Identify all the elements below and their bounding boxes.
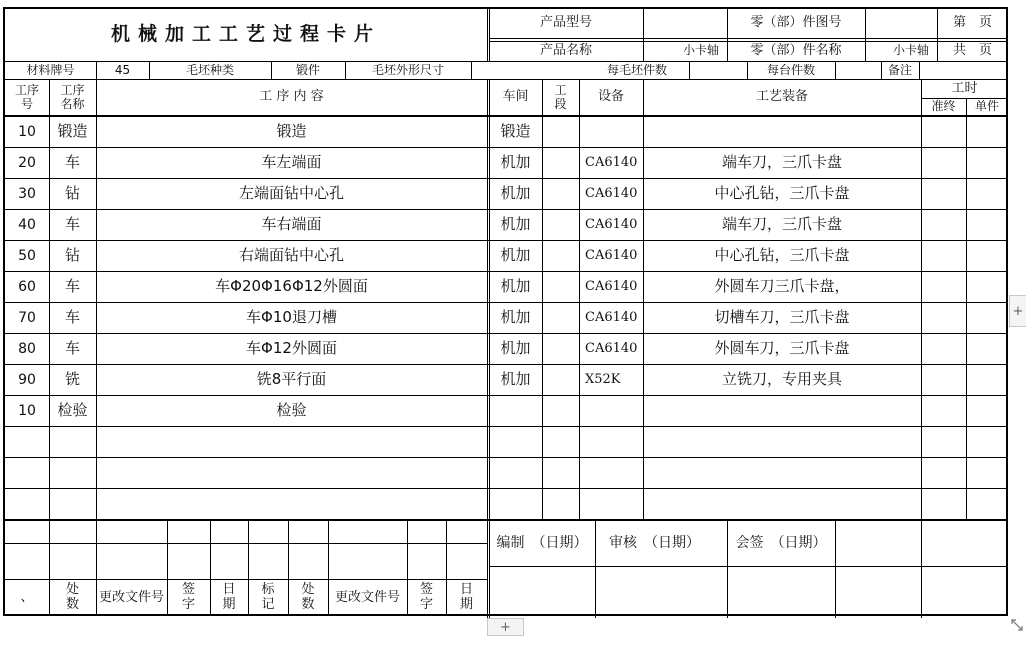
op-equipment: CA6140 <box>585 278 638 294</box>
table-row <box>5 365 1008 396</box>
page-label: 第 页 <box>952 15 992 31</box>
op-tooling: 中心孔钻，三爪卡盘 <box>714 246 850 265</box>
material-value: 45 <box>114 62 131 77</box>
op-tooling: 端车刀，三爪卡盘 <box>721 153 842 172</box>
op-number: 80 <box>18 340 36 357</box>
col-equipment: 设备 <box>597 89 624 105</box>
op-number: 90 <box>18 371 36 388</box>
op-name: 铣 <box>64 370 80 389</box>
col-op-no: 工序号 <box>14 82 39 111</box>
op-tooling: 切槽车刀，三爪卡盘 <box>714 308 850 327</box>
change-record-grid <box>5 520 487 616</box>
table-row <box>5 179 1008 210</box>
table-row <box>5 272 1008 303</box>
op-number: 60 <box>18 278 36 295</box>
op-tooling <box>643 396 921 426</box>
op-equipment: X52K <box>585 371 621 387</box>
change-header: 更改文件号 <box>98 589 164 605</box>
op-equipment: CA6140 <box>585 340 638 356</box>
op-workshop: 锻造 <box>500 122 531 141</box>
op-workshop: 机加 <box>500 246 531 265</box>
part-drawing-no-label: 零（部）件图号 <box>750 15 842 31</box>
change-header: 签字 <box>419 582 433 612</box>
op-name: 检验 <box>57 401 88 420</box>
op-content: 车右端面 <box>261 215 322 234</box>
op-equipment: CA6140 <box>585 154 638 170</box>
change-header: 更改文件号 <box>334 589 400 605</box>
table-row <box>5 489 1008 520</box>
op-name: 车 <box>64 215 80 234</box>
op-number: 10 <box>18 402 36 419</box>
op-equipment <box>579 117 643 147</box>
card-title: 机械加工工艺过程卡片 <box>110 23 381 46</box>
op-equipment: CA6140 <box>585 216 638 232</box>
table-row <box>5 396 1008 427</box>
blank-size-label: 毛坯外形尺寸 <box>371 62 444 77</box>
op-workshop <box>489 396 542 426</box>
blank-type-label: 毛坯种类 <box>185 62 234 77</box>
op-number: 10 <box>18 123 36 140</box>
op-equipment: CA6140 <box>585 247 638 263</box>
col-content: 工 序 内 容 <box>259 89 324 105</box>
op-name: 车 <box>64 277 80 296</box>
table-row <box>5 427 1008 458</box>
op-number: 50 <box>18 247 36 264</box>
op-tooling: 立铣刀，专用夹具 <box>721 370 842 389</box>
product-model-label: 产品型号 <box>539 15 592 31</box>
change-header: 签字 <box>181 582 195 612</box>
op-name: 钻 <box>64 246 80 265</box>
compiled-label: 编制 （日期） <box>496 534 588 551</box>
op-tooling: 外圆车刀，三爪卡盘 <box>714 339 850 358</box>
op-workshop: 机加 <box>500 277 531 296</box>
op-name: 车 <box>64 153 80 172</box>
per-unit-label: 每台件数 <box>766 62 815 77</box>
col-workshop: 车间 <box>502 89 529 105</box>
col-per-piece: 单件 <box>974 99 999 114</box>
part-name-value: 小卡轴 <box>892 43 929 58</box>
table-row <box>5 334 1008 365</box>
table-row <box>5 458 1008 489</box>
change-header: 、 <box>20 589 34 605</box>
resize-handle-icon[interactable] <box>1010 618 1024 632</box>
per-blank-label: 每毛坯件数 <box>606 62 667 77</box>
countersigned-label: 会签 （日期） <box>735 534 827 551</box>
operations-table <box>5 117 1008 519</box>
reviewed-label: 审核 （日期） <box>609 534 700 551</box>
op-tooling: 外圆车刀三爪卡盘， <box>714 277 850 296</box>
col-tooling: 工艺装备 <box>755 89 808 105</box>
add-sheet-button[interactable]: + <box>487 618 524 636</box>
product-name-label: 产品名称 <box>539 42 592 58</box>
col-man-hours: 工时 <box>951 80 978 96</box>
table-row <box>5 303 1008 334</box>
op-workshop: 机加 <box>500 153 531 172</box>
change-header: 处数 <box>65 582 79 612</box>
op-name: 车 <box>64 339 80 358</box>
op-workshop: 机加 <box>500 370 531 389</box>
change-header: 标记 <box>261 582 275 612</box>
op-content: 右端面钻中心孔 <box>238 246 344 265</box>
op-workshop: 机加 <box>500 184 531 203</box>
op-workshop: 机加 <box>500 308 531 327</box>
op-name: 钻 <box>64 184 80 203</box>
op-workshop: 机加 <box>500 339 531 358</box>
remark-label: 备注 <box>887 62 912 77</box>
material-label: 材料牌号 <box>26 62 75 77</box>
change-header: 日期 <box>222 582 236 612</box>
op-number: 30 <box>18 185 36 202</box>
blank-type-value: 锻件 <box>295 62 320 77</box>
op-number: 70 <box>18 309 36 326</box>
side-add-button[interactable]: + <box>1009 295 1026 327</box>
change-header: 日期 <box>459 582 473 612</box>
op-equipment: CA6140 <box>585 185 638 201</box>
op-content: 铣8平行面 <box>256 370 327 389</box>
op-content: 左端面钻中心孔 <box>238 184 344 203</box>
op-equipment <box>579 396 643 426</box>
table-row <box>5 117 1008 148</box>
col-prep-final: 准终 <box>931 99 956 114</box>
part-name-label: 零（部）件名称 <box>750 42 842 58</box>
table-row <box>5 210 1008 241</box>
total-pages-label: 共 页 <box>952 42 992 58</box>
product-name-value: 小卡轴 <box>682 43 719 58</box>
table-row <box>5 241 1008 272</box>
change-header: 处数 <box>301 582 315 612</box>
op-name: 车 <box>64 308 80 327</box>
op-workshop: 机加 <box>500 215 531 234</box>
op-name: 锻造 <box>57 122 88 141</box>
op-content: 检验 <box>276 401 307 420</box>
op-equipment: CA6140 <box>585 309 638 325</box>
op-content: 车Φ10退刀槽 <box>246 308 337 327</box>
op-content: 车Φ20Φ16Φ12外圆面 <box>215 277 368 296</box>
op-content: 车左端面 <box>261 153 322 172</box>
op-number: 40 <box>18 216 36 233</box>
table-row <box>5 148 1008 179</box>
op-tooling: 中心孔钻，三爪卡盘 <box>714 184 850 203</box>
col-op-name: 工序名称 <box>60 82 85 111</box>
op-content: 锻造 <box>276 122 307 141</box>
op-tooling <box>643 117 921 147</box>
op-content: 车Φ12外圆面 <box>246 339 337 358</box>
process-card <box>3 7 1008 616</box>
op-tooling: 端车刀，三爪卡盘 <box>721 215 842 234</box>
col-section: 工段 <box>554 82 567 111</box>
op-number: 20 <box>18 154 36 171</box>
